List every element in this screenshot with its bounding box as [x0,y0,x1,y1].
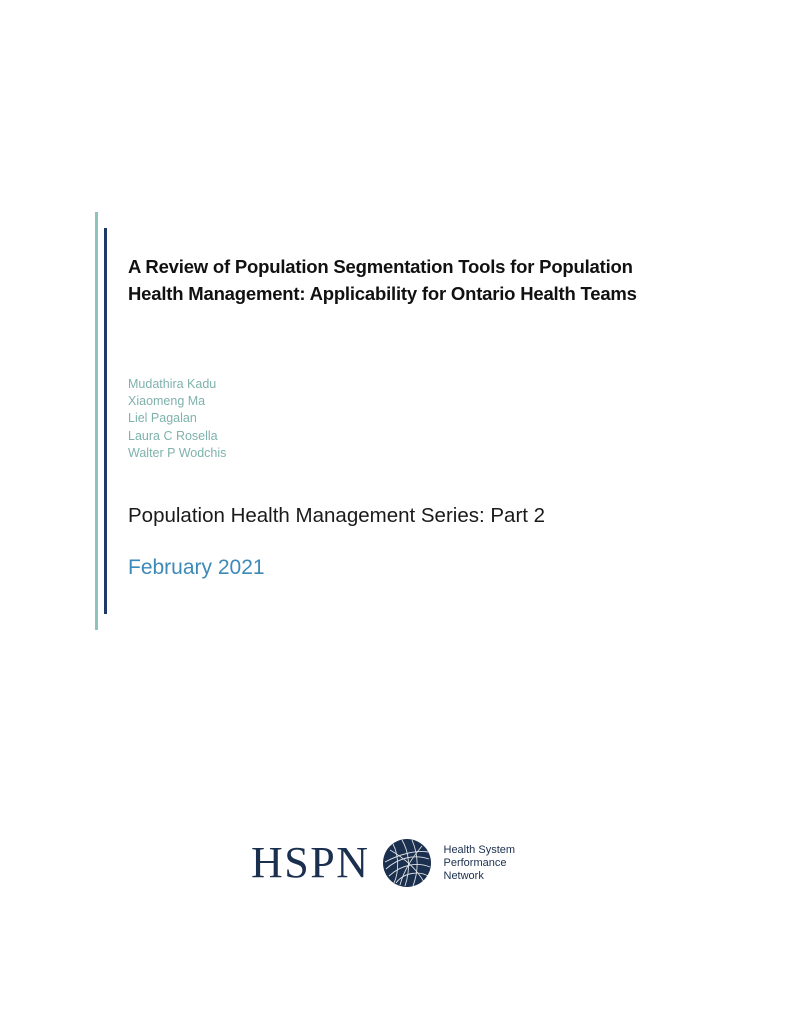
author-name: Laura C Rosella [128,428,218,443]
author-name: Walter P Wodchis [128,445,227,460]
title-line-1: A Review of Population Segmentation Tools for Population [128,256,633,277]
hspn-logo [251,838,515,888]
document-title [128,253,728,307]
logo-wordmark: HSPN [251,838,370,887]
accent-bar-navy [104,228,107,614]
title-line-2: Health Management: Applicability for Ontario Health Teams [128,283,637,304]
author-list [128,376,226,462]
author-name: Liel Pagalan [128,411,197,426]
author-name: Mudathira Kadu [128,377,217,391]
globe-icon [382,838,432,888]
author-name: Xiaomeng Ma [128,394,206,409]
publication-date: February 2021 [128,556,265,579]
logo-org-name [444,844,516,883]
accent-bar-teal [95,212,98,630]
series-title: Population Health Management Series: Part 2 [128,504,546,527]
logo-org-line: Health System [443,843,516,856]
logo-org-line: Performance [443,856,507,869]
logo-org-line: Network [443,869,484,882]
